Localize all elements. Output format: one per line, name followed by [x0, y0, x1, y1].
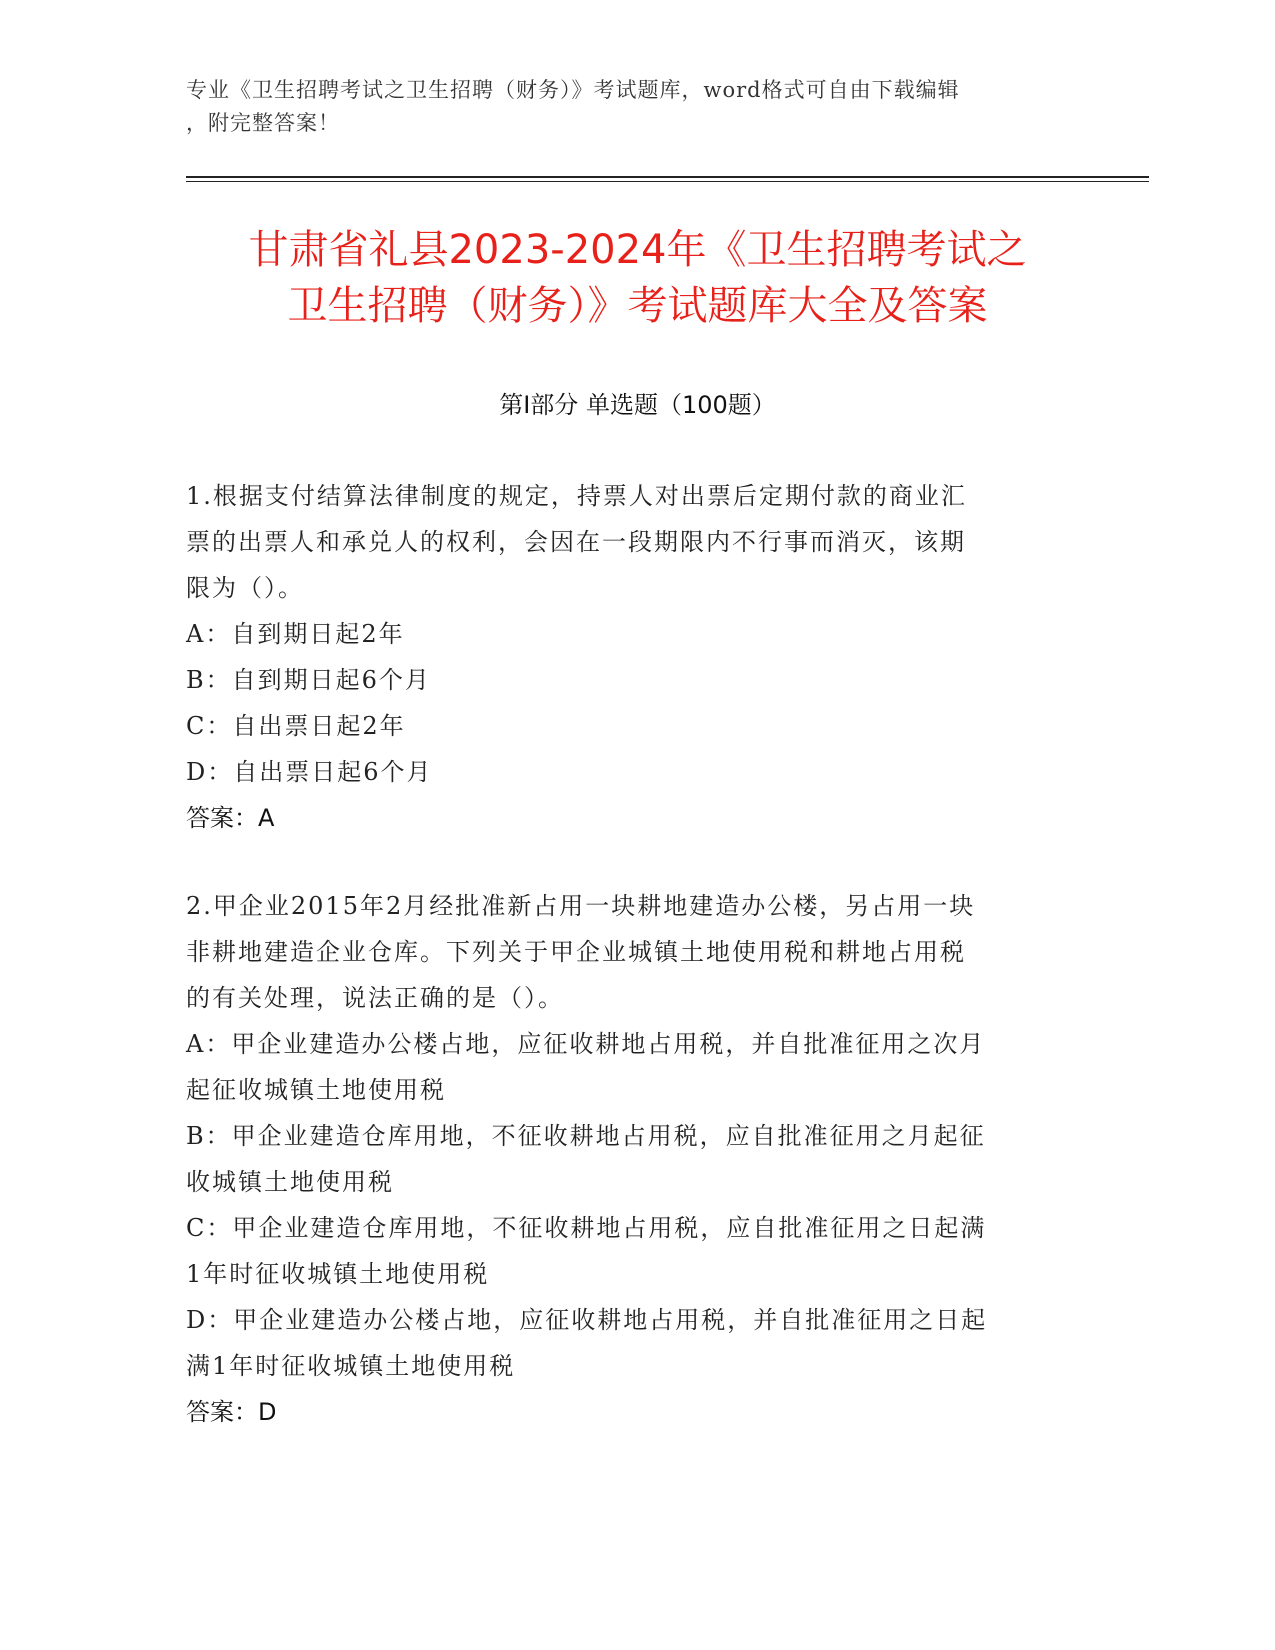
question-1 — [186, 473, 1066, 841]
option-c: C：甲企业建造仓库用地，不征收耕地占用税，应自批准征用之日起满 — [186, 1214, 987, 1242]
answer: 答案：D — [186, 1398, 277, 1426]
header-divider-thin — [186, 181, 1149, 182]
option-a-continued: 起征收城镇土地使用税 — [186, 1076, 446, 1104]
option-a: A：自到期日起2年 — [186, 620, 405, 648]
question-2 — [186, 883, 1066, 1435]
question-stem-line: 的有关处理，说法正确的是（）。 — [186, 984, 564, 1012]
option-a: A：甲企业建造办公楼占地，应征收耕地占用税，并自批准征用之次月 — [186, 1030, 986, 1058]
option-d-continued: 满1年时征收城镇土地使用税 — [186, 1352, 516, 1380]
option-b: B：自到期日起6个月 — [186, 666, 431, 694]
option-c-continued: 1年时征收城镇土地使用税 — [186, 1260, 490, 1288]
question-stem-line: 1.根据支付结算法律制度的规定，持票人对出票后定期付款的商业汇 — [186, 482, 967, 510]
option-b-continued: 收城镇土地使用税 — [186, 1168, 394, 1196]
document-title-line-2: 卫生招聘（财务）》考试题库大全及答案 — [287, 283, 988, 329]
question-stem-line: 2.甲企业2015年2月经批准新占用一块耕地建造办公楼，另占用一块 — [186, 892, 976, 920]
option-c: C：自出票日起2年 — [186, 712, 406, 740]
header-note-line-2: ，附完整答案！ — [186, 111, 340, 135]
question-stem-line: 限为（）。 — [186, 574, 304, 602]
document-title — [186, 222, 1089, 334]
header-note — [186, 74, 1066, 140]
section-heading: 第Ⅰ部分 单选题（100题） — [499, 391, 776, 419]
document-title-line-1: 甘肃省礼县2023-2024年《卫生招聘考试之 — [248, 227, 1027, 273]
option-d: D：自出票日起6个月 — [186, 758, 433, 786]
option-b: B：甲企业建造仓库用地，不征收耕地占用税，应自批准征用之月起征 — [186, 1122, 986, 1150]
question-stem-line: 票的出票人和承兑人的权利，会因在一段期限内不行事而消灭，该期 — [186, 528, 966, 556]
option-d: D：甲企业建造办公楼占地，应征收耕地占用税，并自批准征用之日起 — [186, 1306, 988, 1334]
header-note-line-1: 专业《卫生招聘考试之卫生招聘（财务）》考试题库，word格式可自由下载编辑 — [186, 78, 960, 102]
answer: 答案：A — [186, 804, 275, 832]
question-stem-line: 非耕地建造企业仓库。下列关于甲企业城镇土地使用税和耕地占用税 — [186, 938, 966, 966]
header-divider-thick — [186, 176, 1149, 178]
